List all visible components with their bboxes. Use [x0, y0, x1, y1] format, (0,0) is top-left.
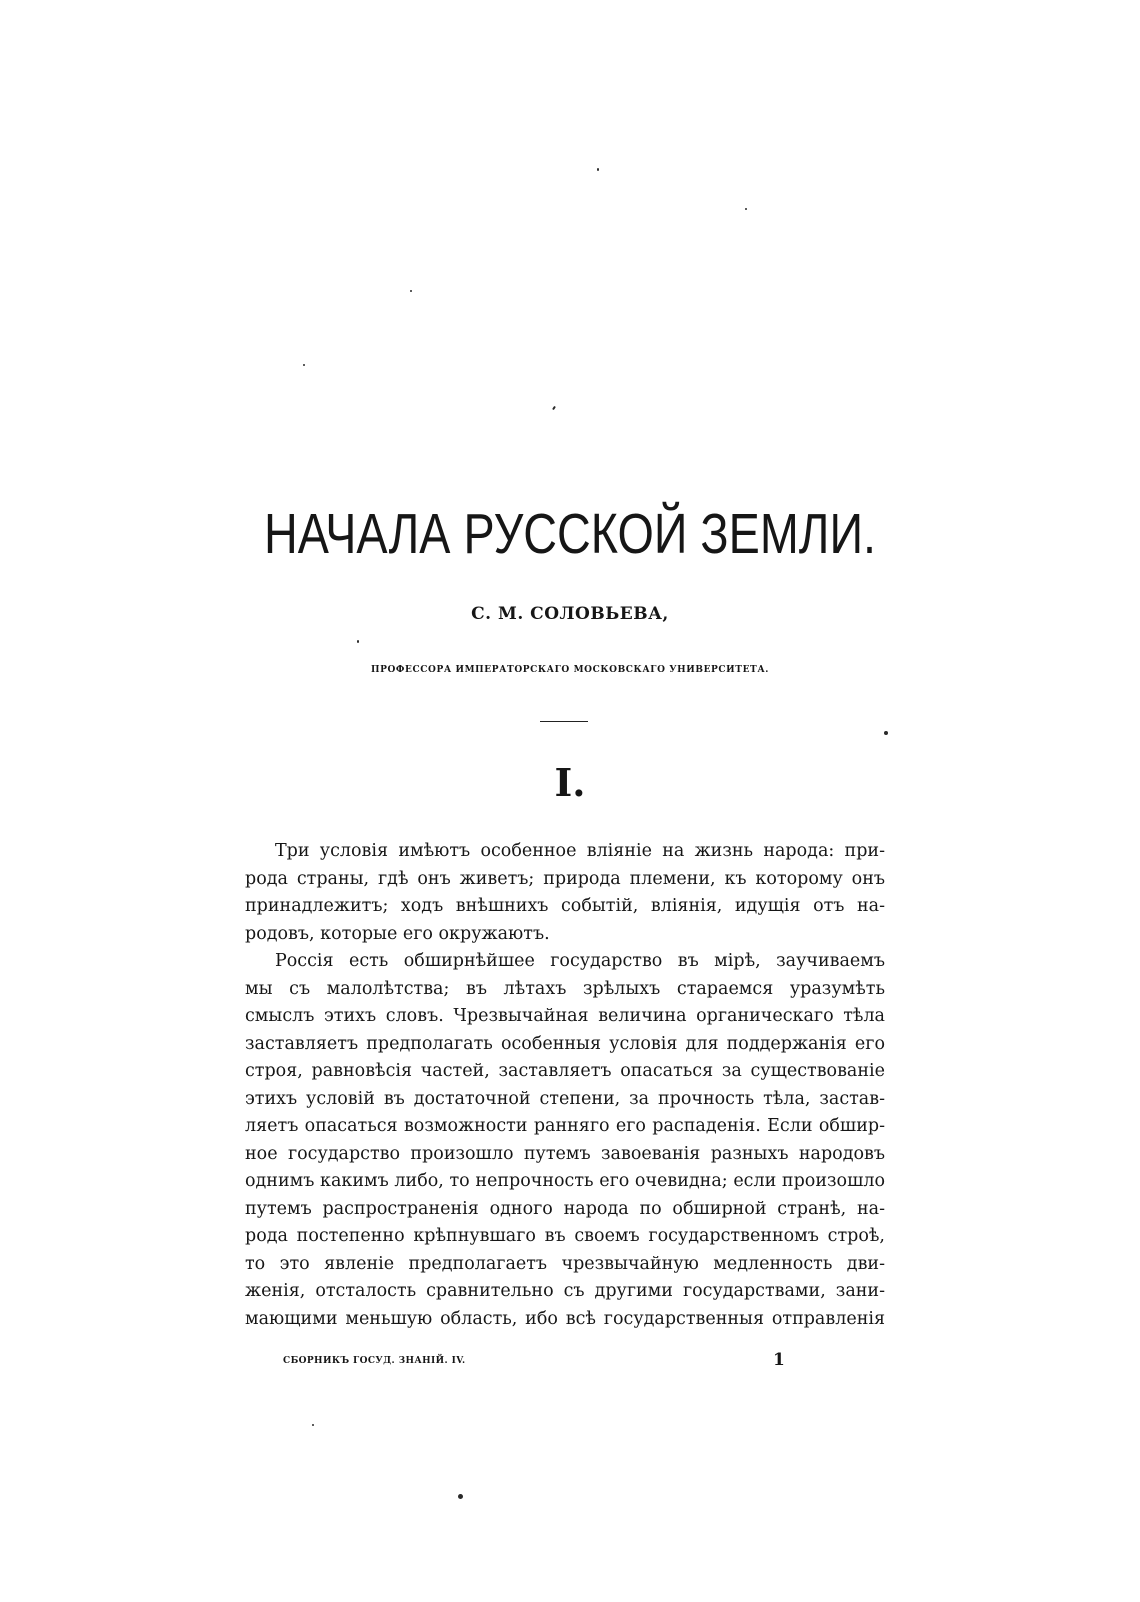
text-line: заставляетъ предполагать особенныя условія для поддержанія его	[245, 1033, 885, 1054]
text-line: родовъ, которые его окружаютъ.	[245, 923, 550, 944]
scan-speck	[312, 1424, 314, 1426]
text-line: путемъ распространенія одного народа по обширной странѣ, на-	[245, 1198, 885, 1219]
scan-speck	[357, 640, 359, 643]
footer-signature: СБОРНИКЪ ГОСУД. ЗНАНІЙ. IV.	[283, 1356, 466, 1366]
scan-speck	[597, 168, 599, 171]
page-number: 1	[773, 1350, 785, 1370]
text-line: Три условія имѣютъ особенное вліяніе на жизнь народа: при-	[275, 841, 885, 861]
text-line: ляетъ опасаться возможности ранняго его распаденія. Если обшир-	[245, 1116, 885, 1136]
text-line: рода страны, гдѣ онъ живетъ; природа племени, къ которому онъ	[245, 868, 885, 889]
scan-speck	[458, 1494, 463, 1499]
separator-rule	[540, 721, 588, 722]
body-text	[245, 838, 885, 1333]
text-line: строя, равновѣсія частей, заставляетъ опасаться за существованіе	[245, 1061, 885, 1081]
section-numeral: I.	[554, 760, 586, 805]
scan-speck	[884, 731, 888, 735]
author-line: С. М. СОЛОВЬЕВА,	[471, 604, 669, 624]
text-line: рода постепенно крѣпнувшаго въ своемъ государственномъ строѣ,	[245, 1226, 885, 1246]
text-line: женія, отсталость сравнительно съ другими государствами, зани-	[245, 1281, 885, 1301]
text-line: принадлежитъ; ходъ внѣшнихъ событій, вліянія, идущія отъ на-	[245, 896, 885, 916]
text-line: мы съ малолѣтства; въ лѣтахъ зрѣлыхъ стараемся уразумѣть	[245, 978, 885, 999]
text-line: то это явленіе предполагаетъ чрезвычайную медленность дви-	[245, 1253, 885, 1274]
text-line: ное государство произошло путемъ завоеванія разныхъ народовъ	[245, 1143, 885, 1164]
scan-speck	[303, 364, 305, 366]
text-line: мающими меньшую область, ибо всѣ государственныя отправленія	[245, 1308, 885, 1329]
scan-speck	[410, 290, 412, 292]
scan-speck	[745, 208, 747, 210]
page-title: НАЧАЛА РУССКОЙ ЗЕМЛИ.	[263, 502, 877, 566]
author-affiliation: ПРОФЕССОРА ИМПЕРАТОРСКАГО МОСКОВСКАГО УНИВЕРСИТЕТА.	[371, 665, 769, 675]
text-line: смыслъ этихъ словъ. Чрезвычайная величина органическаго тѣла	[245, 1006, 885, 1026]
text-line: Россія есть обширнѣйшее государство въ мірѣ, заучиваемъ	[275, 951, 885, 971]
text-line: однимъ какимъ либо, то непрочность его очевидна; если произошло	[245, 1171, 885, 1191]
scan-speck	[552, 406, 556, 410]
text-line: этихъ условій въ достаточной степени, за прочность тѣла, застав-	[245, 1088, 885, 1109]
